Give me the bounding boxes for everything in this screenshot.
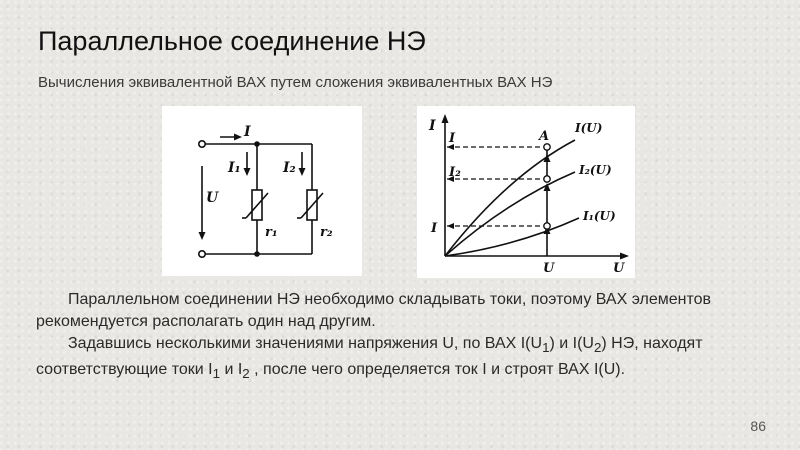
graph-curve-label-I: I(U)	[575, 121, 603, 135]
graph-tick-I1: I	[431, 221, 438, 236]
graph-svg	[417, 106, 635, 278]
p2-part-b: ) и I(U	[549, 335, 594, 352]
graph-tick-I: I	[449, 131, 456, 146]
circuit-label-r2: r₂	[320, 225, 333, 240]
p2-sub-b: 2	[593, 340, 602, 356]
graph-tick-I2: I₂	[449, 165, 461, 180]
graph-tick-U: U	[543, 261, 555, 276]
graph-curve-label-I2: I₂(U)	[579, 163, 612, 177]
p2-sub-c: 1	[212, 366, 221, 382]
graph-point-A: A	[539, 129, 550, 144]
paragraph-1	[36, 289, 766, 333]
p2-sub-d: 2	[242, 366, 250, 382]
slide-title: Параллельное соединение НЭ	[38, 26, 426, 56]
circuit-label-I: I	[244, 124, 251, 140]
paragraph-2	[36, 333, 766, 385]
vac-graph	[417, 106, 635, 278]
circuit-label-I2: I₂	[283, 160, 296, 176]
parallel-circuit-diagram	[162, 106, 362, 276]
p2-part-e: , после чего определяется ток I и строят ВАХ I(U).	[249, 361, 626, 379]
terminal-bottom	[199, 251, 205, 257]
circuit-label-U: U	[206, 190, 219, 206]
graph-curve-label-I1: I₁(U)	[583, 209, 616, 223]
circuit-svg	[162, 106, 362, 276]
terminal-top	[199, 141, 205, 147]
circuit-label-r1: r₁	[265, 225, 278, 240]
paragraph-1-text: Параллельном соединении НЭ необходимо складывать токи, поэтому ВАХ элементов рекомендуется располагать один над другим.	[36, 291, 712, 330]
p2-part-d: и I	[220, 361, 243, 379]
p2-part-a: Задавшись несколькими значениями напряжения U, по ВАХ I(U	[68, 335, 543, 352]
graph-axis-y-label: I	[429, 118, 436, 134]
slide-body	[36, 289, 766, 385]
graph-axis-x-label: U	[613, 261, 625, 276]
slide-subtitle: Вычисления эквивалентной ВАХ путем сложения эквивалентных ВАХ НЭ	[38, 74, 553, 91]
page-number: 86	[750, 418, 766, 434]
p2-part-c: ) НЭ, находят соответствующие токи I	[36, 335, 703, 379]
p2-sub-a: 1	[542, 340, 550, 356]
circuit-label-I1: I₁	[228, 160, 241, 176]
